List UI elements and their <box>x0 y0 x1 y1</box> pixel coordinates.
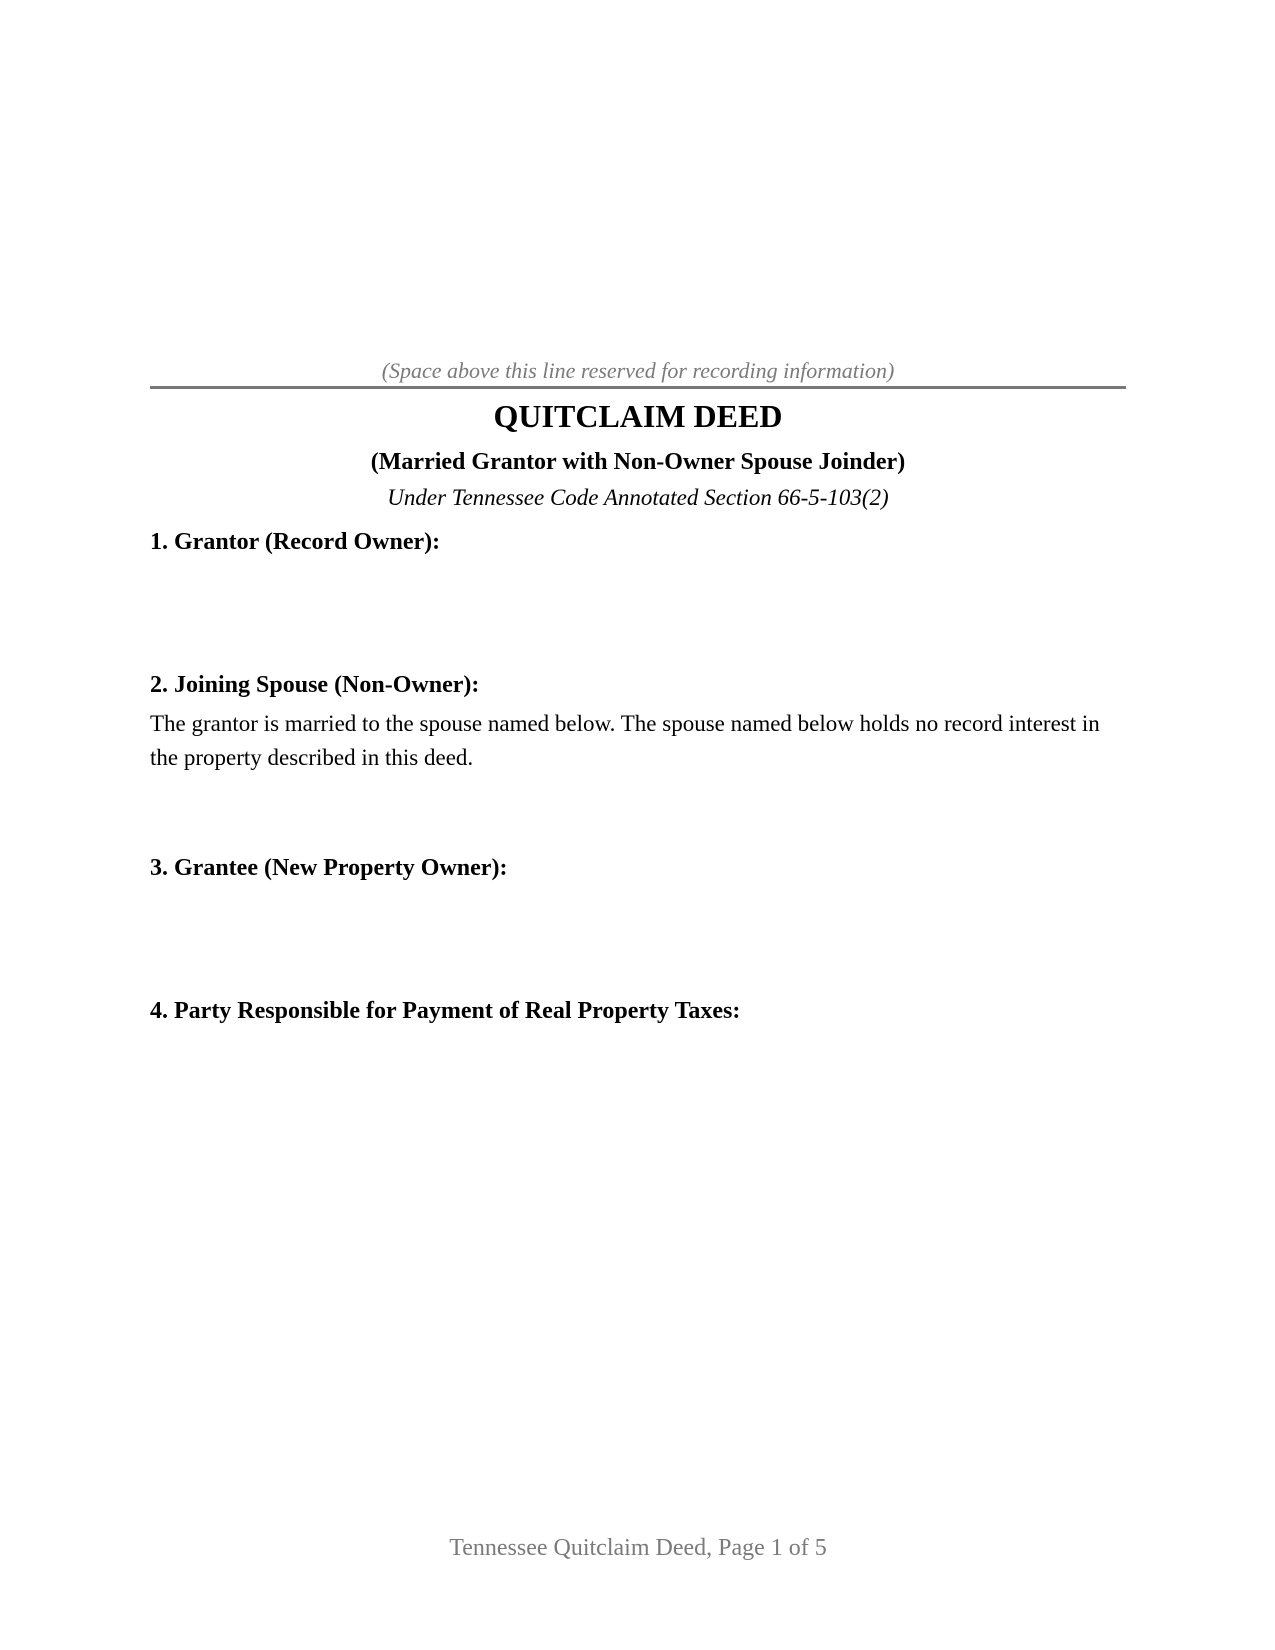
statute-reference: Under Tennessee Code Annotated Section 66-5-103(2) <box>387 485 889 510</box>
recording-divider-line <box>150 386 1126 389</box>
document-title: QUITCLAIM DEED <box>493 398 783 434</box>
section-grantee-heading: 3. Grantee (New Property Owner): <box>150 855 508 881</box>
recording-space-note: (Space above this line reserved for recording information) <box>381 358 895 383</box>
section-joining-spouse-heading: 2. Joining Spouse (Non-Owner): <box>150 672 480 698</box>
page-footer: Tennessee Quitclaim Deed, Page 1 of 5 <box>449 1535 827 1561</box>
section-joining-spouse-text: The grantor is married to the spouse named below. The spouse named below holds no record interest in the property described in this deed. <box>150 711 1100 770</box>
section-grantor-heading: 1. Grantor (Record Owner): <box>150 529 441 555</box>
section-tax-party-heading: 4. Party Responsible for Payment of Real Property Taxes: <box>150 998 741 1024</box>
document-subtitle: (Married Grantor with Non-Owner Spouse Joinder) <box>370 449 906 475</box>
